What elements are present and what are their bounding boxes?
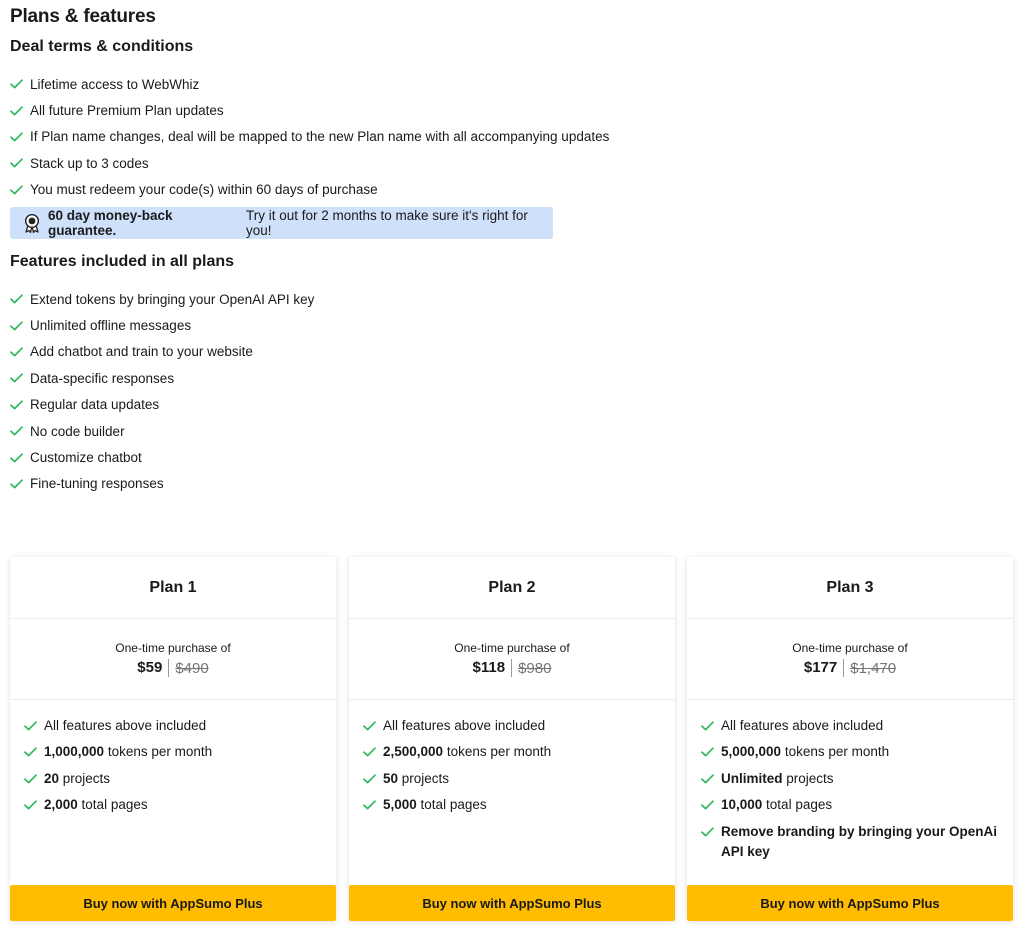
plan-feature-bold: 20 xyxy=(44,770,60,786)
list-item-text: Customize chatbot xyxy=(30,450,142,466)
plan-feature-item xyxy=(701,822,1013,862)
plan-feature-bold: 10,000 xyxy=(721,797,763,813)
plan-feature-text: tokens per month xyxy=(781,744,890,760)
list-item xyxy=(10,124,609,150)
purchase-label: One-time purchase of xyxy=(792,641,908,655)
current-price: $177 xyxy=(804,659,844,677)
plan-price-block xyxy=(687,619,1013,700)
plan-feature-text: projects xyxy=(398,770,450,786)
plan-feature-item xyxy=(363,716,675,742)
list-item xyxy=(10,471,314,497)
list-item-text: If Plan name changes, deal will be mapped to the new Plan name with all accompanying updates xyxy=(30,129,610,145)
check-icon xyxy=(10,79,23,89)
check-icon xyxy=(701,827,714,837)
plan-feature-bold: Unlimited xyxy=(721,770,783,786)
check-icon xyxy=(10,347,23,357)
check-icon xyxy=(10,479,23,489)
check-icon xyxy=(10,294,23,304)
plan-price-block xyxy=(10,619,336,700)
plan-feature-text: projects xyxy=(59,770,111,786)
money-back-guarantee-banner xyxy=(10,207,553,239)
purchase-label: One-time purchase of xyxy=(454,641,570,655)
guarantee-bold-text: 60 day money-back guarantee. xyxy=(48,208,173,238)
list-item-text: Extend tokens by bringing your OpenAI API key xyxy=(30,291,315,307)
plan-feature-item xyxy=(24,769,336,795)
check-icon xyxy=(10,400,23,410)
plan-feature-bold: 2,000 xyxy=(44,797,78,813)
plan-feature-item xyxy=(701,716,1013,742)
plan-feature-text: All features above included xyxy=(383,718,546,733)
check-icon xyxy=(10,426,23,436)
list-item-text: Stack up to 3 codes xyxy=(30,155,149,171)
page-title: Plans & features xyxy=(10,6,156,27)
check-icon xyxy=(10,321,23,331)
check-icon xyxy=(701,747,714,757)
original-price: $490 xyxy=(175,659,209,677)
buy-now-button[interactable]: Buy now with AppSumo Plus xyxy=(687,885,1013,921)
check-icon xyxy=(10,373,23,383)
list-item-text: Data-specific responses xyxy=(30,370,175,386)
list-item-text: Lifetime access to WebWhiz xyxy=(30,76,200,92)
list-item xyxy=(10,312,314,338)
list-item-text: Unlimited offline messages xyxy=(30,318,192,334)
plan-name: Plan 3 xyxy=(687,557,1013,619)
original-price: $1,470 xyxy=(850,659,897,677)
plan-feature-item xyxy=(363,795,675,821)
plan-feature-bold: 2,500,000 xyxy=(383,744,444,760)
list-item xyxy=(10,286,314,312)
check-icon xyxy=(363,800,376,810)
check-icon xyxy=(24,774,37,784)
list-item-text: All future Premium Plan updates xyxy=(30,103,224,119)
plan-card xyxy=(10,557,336,921)
plan-feature-bold: 5,000 xyxy=(383,797,417,813)
list-item xyxy=(10,392,314,418)
original-price: $980 xyxy=(518,659,552,677)
plan-feature-item xyxy=(363,742,675,768)
plan-feature-bold: Remove branding by bringing your OpenAi API key xyxy=(721,823,998,859)
list-item-text: Fine-tuning responses xyxy=(30,476,164,492)
guarantee-text: Try it out for 2 months to make sure it's right for you! xyxy=(245,208,528,238)
deal-terms-heading: Deal terms & conditions xyxy=(10,38,194,55)
check-icon xyxy=(10,132,23,142)
check-icon xyxy=(363,747,376,757)
buy-now-button[interactable]: Buy now with AppSumo Plus xyxy=(349,885,675,921)
buy-now-button[interactable]: Buy now with AppSumo Plus xyxy=(10,885,336,921)
check-icon xyxy=(701,721,714,731)
list-item xyxy=(10,418,314,444)
list-item-text: Add chatbot and train to your website xyxy=(30,344,253,360)
plan-feature-text: tokens per month xyxy=(104,744,213,760)
plan-feature-bold: 5,000,000 xyxy=(721,744,782,760)
check-icon xyxy=(10,185,23,195)
plan-feature-item xyxy=(701,742,1013,768)
deal-terms-list xyxy=(10,71,609,203)
check-icon xyxy=(24,800,37,810)
plan-feature-item xyxy=(701,795,1013,821)
current-price: $118 xyxy=(473,659,513,677)
list-item xyxy=(10,97,609,123)
purchase-label: One-time purchase of xyxy=(115,641,231,655)
plan-feature-text: total pages xyxy=(77,797,148,813)
plan-features-list xyxy=(10,700,336,822)
check-icon xyxy=(701,774,714,784)
current-price: $59 xyxy=(137,659,169,677)
list-item xyxy=(10,71,609,97)
list-item-text: Regular data updates xyxy=(30,397,160,413)
list-item xyxy=(10,444,314,470)
plan-feature-text: projects xyxy=(782,770,834,786)
plan-feature-item xyxy=(701,769,1013,795)
list-item xyxy=(10,177,609,203)
check-icon xyxy=(10,158,23,168)
plan-feature-item xyxy=(363,769,675,795)
check-icon xyxy=(24,721,37,731)
check-icon xyxy=(24,747,37,757)
plan-feature-text: All features above included xyxy=(721,718,884,733)
plan-feature-item xyxy=(24,742,336,768)
plan-feature-text: total pages xyxy=(762,797,833,813)
plan-feature-bold: 50 xyxy=(383,770,399,786)
plan-feature-text: All features above included xyxy=(44,718,207,733)
list-item xyxy=(10,365,314,391)
plan-feature-text: total pages xyxy=(416,797,487,813)
plan-card xyxy=(349,557,675,921)
check-icon xyxy=(10,453,23,463)
check-icon xyxy=(363,774,376,784)
plan-feature-text: tokens per month xyxy=(443,744,552,760)
plan-feature-bold: 1,000,000 xyxy=(44,744,105,760)
list-item xyxy=(10,339,314,365)
list-item-text: No code builder xyxy=(30,423,125,439)
plan-feature-item xyxy=(24,716,336,742)
list-item xyxy=(10,150,609,176)
award-badge-icon xyxy=(22,213,42,233)
plan-name: Plan 1 xyxy=(10,557,336,619)
plan-features-list xyxy=(687,700,1013,862)
features-list xyxy=(10,286,314,497)
plan-feature-item xyxy=(24,795,336,821)
plan-card xyxy=(687,557,1013,921)
check-icon xyxy=(363,721,376,731)
check-icon xyxy=(10,106,23,116)
plan-features-list xyxy=(349,700,675,822)
check-icon xyxy=(701,800,714,810)
plan-name: Plan 2 xyxy=(349,557,675,619)
features-heading: Features included in all plans xyxy=(10,253,235,270)
list-item-text: You must redeem your code(s) within 60 days of purchase xyxy=(30,182,378,198)
plan-price-block xyxy=(349,619,675,700)
